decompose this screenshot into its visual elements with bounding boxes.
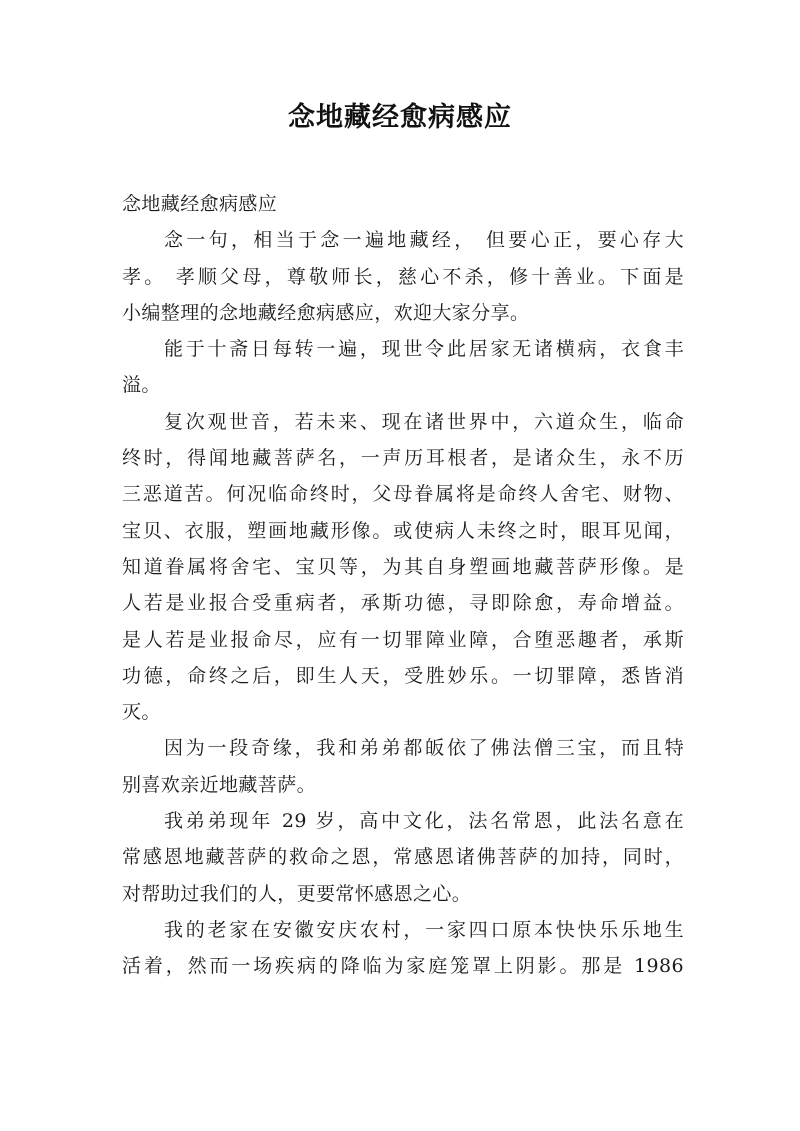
text-line: 溢。 bbox=[122, 374, 161, 397]
text-line: 因为一段奇缘，我和弟弟都皈依了佛法僧三宝，而且特 bbox=[164, 737, 684, 760]
text-line: 能于十斋日每转一遍，现世令此居家无诸横病，衣食丰 bbox=[164, 338, 684, 361]
text-line: 别喜欢亲近地藏菩萨。 bbox=[122, 773, 317, 796]
text-line: 小编整理的念地藏经愈病感应，欢迎大家分享。 bbox=[122, 301, 530, 324]
text-line: 三恶道苦。何况临命终时，父母眷属将是命终人舍宅、财物、 bbox=[122, 483, 684, 506]
text-line: 念一句，相当于念一遍地藏经， 但要心正，要心存大 bbox=[164, 229, 684, 252]
text-line: 是人若是业报命尽，应有一切罪障业障，合堕恶趣者，承斯 bbox=[122, 628, 684, 651]
text-line: 宝贝、衣服，塑画地藏形像。或使病人未终之时，眼耳见闻， bbox=[122, 519, 684, 542]
text-line: 人若是业报合受重病者，承斯功德，寻即除愈，寿命增益。 bbox=[122, 592, 684, 615]
text-line: 活着，然而一场疾病的降临为家庭笼罩上阴影。那是 1986 bbox=[122, 955, 684, 978]
text-line: 功德，命终之后，即生人天，受胜妙乐。一切罪障，悉皆消 bbox=[122, 664, 684, 687]
text-line: 复次观世音，若未来、现在诸世界中，六道众生，临命 bbox=[164, 410, 684, 433]
text-line: 我的老家在安徽安庆农村，一家四口原本快快乐乐地生 bbox=[164, 918, 684, 941]
document-title: 念地藏经愈病感应 bbox=[288, 102, 512, 133]
text-line: 孝。 孝顺父母，尊敬师长，慈心不杀，修十善业。下面是 bbox=[122, 265, 684, 288]
text-line: 念地藏经愈病感应 bbox=[122, 193, 278, 215]
document-body bbox=[122, 186, 684, 985]
text-line: 我弟弟现年 29 岁，高中文化，法名常恩，此法名意在 bbox=[164, 810, 684, 833]
text-line: 对帮助过我们的人，更要常怀感恩之心。 bbox=[122, 882, 472, 905]
text-line: 终时，得闻地藏菩萨名，一声历耳根者，是诸众生，永不历 bbox=[122, 447, 684, 470]
text-line: 常感恩地藏菩萨的救命之恩，常感恩诸佛菩萨的加持，同时， bbox=[122, 846, 684, 869]
text-line: 知道眷属将舍宅、宝贝等，为其自身塑画地藏菩萨形像。是 bbox=[122, 555, 684, 578]
text-line: 灭。 bbox=[122, 701, 161, 724]
